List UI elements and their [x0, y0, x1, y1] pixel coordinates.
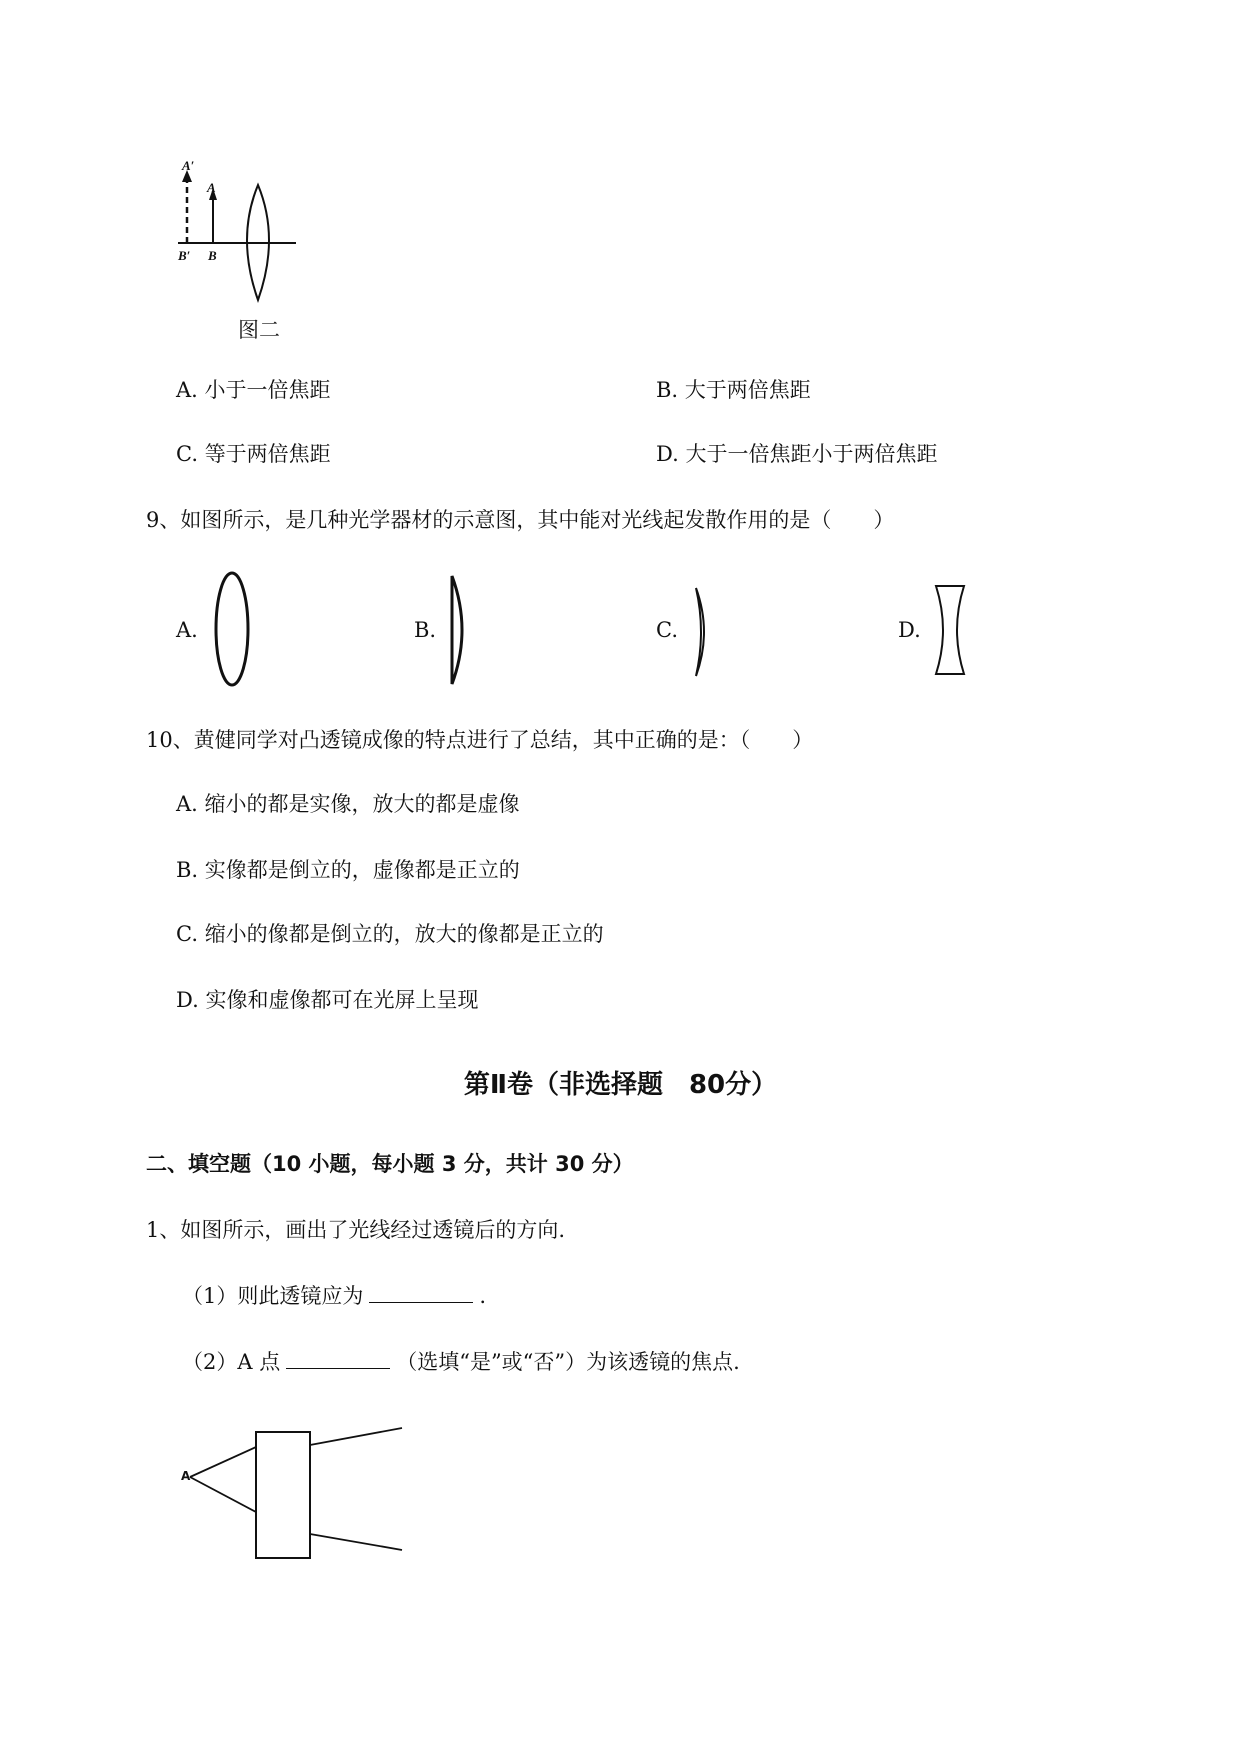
option-letter: C. — [176, 442, 198, 466]
option-text: 缩小的像都是倒立的，放大的像都是正立的 — [204, 922, 604, 946]
point-a-label: A — [181, 1469, 191, 1483]
option-letter: A. — [176, 378, 198, 402]
q10-option-a[interactable] — [176, 790, 520, 818]
part-two-title: 第Ⅱ卷（非选择题 80分） — [463, 1070, 778, 1100]
q10-stem: 10、黄健同学对凸透镜成像的特点进行了总结，其中正确的是：（ ） — [146, 728, 814, 752]
figure-caption: 图二 — [238, 318, 280, 342]
q8-option-d[interactable] — [656, 440, 937, 468]
q9-option-d[interactable]: D. — [898, 618, 921, 642]
option-letter: B. — [656, 378, 679, 402]
option-text: 实像和虚像都可在光屏上呈现 — [205, 988, 479, 1012]
q10-option-d[interactable] — [176, 986, 478, 1014]
q8-option-b[interactable] — [656, 376, 811, 404]
option-letter: D. — [656, 442, 679, 466]
option-text: 实像都是倒立的，虚像都是正立的 — [204, 858, 520, 882]
answer-blank-1[interactable] — [369, 1284, 473, 1303]
figure-two-lens-diagram — [170, 160, 300, 310]
biconcave-lens-icon — [932, 584, 968, 676]
plano-convex-lens-icon — [446, 572, 476, 688]
q9-option-b[interactable]: B. — [414, 618, 437, 642]
label-a: A — [207, 180, 216, 195]
label-b: B — [208, 248, 217, 263]
q9-option-c[interactable]: C. — [656, 618, 678, 642]
lens-box-diagram — [180, 1412, 410, 1560]
option-letter: D. — [176, 988, 199, 1012]
option-text: 缩小的都是实像，放大的都是虚像 — [204, 792, 520, 816]
fill-q1-sub1: （1）则此透镜应为 . — [182, 1284, 487, 1308]
option-letter: C. — [176, 922, 198, 946]
q8-option-c[interactable] — [176, 440, 331, 468]
option-text: 大于两倍焦距 — [684, 378, 811, 402]
label-a-prime: A′ — [182, 158, 195, 173]
option-letter: A. — [176, 792, 198, 816]
option-letter: B. — [176, 858, 199, 882]
q9-option-a[interactable]: A. — [176, 618, 198, 642]
meniscus-lens-icon — [688, 586, 718, 678]
answer-blank-2[interactable] — [286, 1350, 390, 1369]
option-text: 等于两倍焦距 — [204, 442, 331, 466]
fill-q1-sub2: （2）A 点 （选填“是”或“否”）为该透镜的焦点. — [182, 1350, 740, 1374]
q9-stem: 9、如图所示，是几种光学器材的示意图，其中能对光线起发散作用的是（ ） — [146, 508, 895, 532]
q10-option-b[interactable] — [176, 856, 520, 884]
fill-q1-stem: 1、如图所示，画出了光线经过透镜后的方向. — [146, 1218, 566, 1242]
lens-box — [256, 1432, 310, 1558]
option-text: 大于一倍焦距小于两倍焦距 — [685, 442, 938, 466]
q10-option-c[interactable] — [176, 920, 604, 948]
biconvex-lens-icon — [212, 570, 252, 688]
label-b-prime: B′ — [178, 248, 191, 263]
section-heading: 二、填空题（10 小题，每小题 3 分，共计 30 分） — [146, 1152, 634, 1176]
option-text: 小于一倍焦距 — [204, 378, 331, 402]
q8-option-a[interactable] — [176, 376, 331, 404]
